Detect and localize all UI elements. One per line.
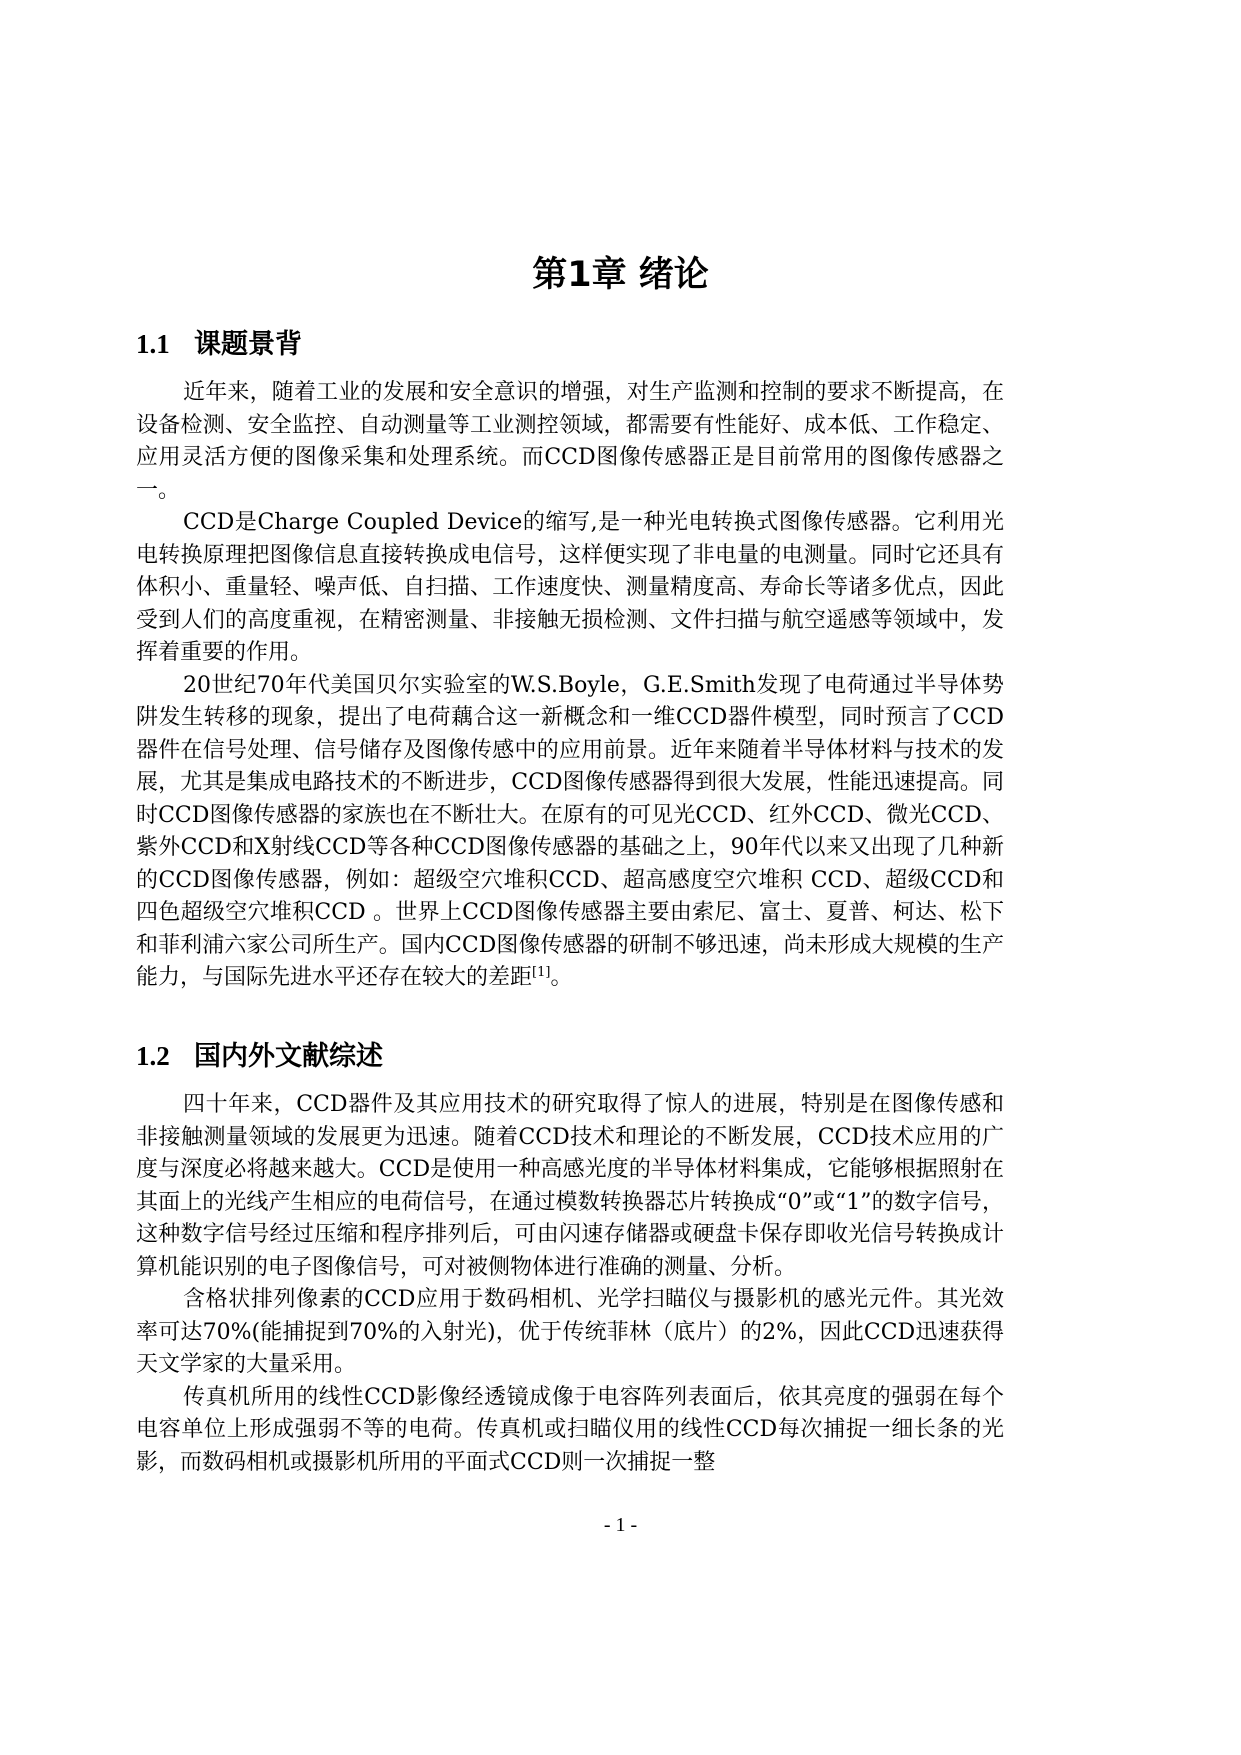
section-number: 1.1 — [136, 329, 170, 359]
paragraph-text: 近年来，随着工业的发展和安全意识的增强，对生产监测和控制的要求不断提高，在设备检测、安全监控、自动测量等工业测控领域，都需要有性能好、成本低、工作稳定、应用灵活方便的图像采集和处理系统。而CCD图像传感器正是目前常用的图像传感器之一。 — [136, 380, 1004, 503]
paragraph-text: 含格状排列像素的CCD应用于数码相机、光学扫瞄仪与摄影机的感光元件。其光效率可达70%(能捕捉到70%的入射光)，优于传统菲林（底片）的2%，因此CCD迅速获得天文学家的大量采用。 — [136, 1287, 1004, 1377]
section-1-2-body — [136, 1089, 1004, 1479]
section-title: 课题景背 — [194, 329, 302, 360]
paragraph — [136, 670, 1004, 995]
paragraph-text: 20世纪70年代美国贝尔实验室的W.S.Boyle，G.E.Smith发现了电荷通过半导体势阱发生转移的现象，提出了电荷藕合这一新概念和一维CCD器件模型，同时预言了CCD器件在信号处理、信号储存及图像传感中的应用前景。近年来随着半导体材料与技术的发展，尤其是集成电路技术的不断进步，CCD图像传感器得到很大发展，性能迅速提高。同时CCD图像传感器的家族也在不断壮大。在原有的可见光CCD、红外CCD、微光CCD、紫外CCD和X射线CCD等各种CCD图像传感器的基础之上，90年代以来又出现了几种新的CCD图像传感器，例如：超级空穴堆积CCD、超高感度空穴堆积 CCD、超级CCD和四色超级空穴堆积CCD 。世界上CCD图像传感器主要由索尼、富士、夏普、柯达、松下和菲利浦六家公司所生产。国内CCD图像传感器的研制不够迅速，尚未形成大规模的生产能力，与国际先进水平还存在较大的差距 — [136, 672, 1004, 990]
paragraph-text: 传真机所用的线性CCD影像经透镜成像于电容阵列表面后，依其亮度的强弱在每个电容单位上形成强弱不等的电荷。传真机或扫瞄仪用的线性CCD每次捕捉一细长条的光影，而数码相机或摄影机所用的平面式CCD则一次捕捉一整 — [136, 1384, 1004, 1475]
paragraph — [136, 507, 1004, 670]
paragraph-tail: 。 — [550, 965, 573, 990]
section-heading-1-2 — [136, 1036, 1006, 1077]
page-number: - 1 - — [603, 1514, 638, 1536]
paragraph — [136, 1089, 1004, 1284]
section-number: 1.2 — [136, 1041, 170, 1071]
paragraph — [136, 1284, 1004, 1382]
paragraph — [136, 1382, 1004, 1480]
section-title: 国内外文献综述 — [194, 1041, 383, 1072]
citation-ref: [1] — [532, 965, 551, 980]
section-1-1-body — [136, 377, 1004, 995]
paragraph-text: CCD是Charge Coupled Device的缩写,是一种光电转换式图像传感器。它利用光电转换原理把图像信息直接转换成电信号，这样便实现了非电量的电测量。同时它还具有体积小、重量轻、噪声低、自扫描、工作速度快、测量精度高、寿命长等诸多优点，因此受到人们的高度重视，在精密测量、非接触无损检测、文件扫描与航空遥感等领域中，发挥着重要的作用。 — [136, 510, 1004, 665]
chapter-title: 第1章 绪论 — [532, 255, 709, 295]
paragraph — [136, 377, 1004, 507]
paragraph-text: 四十年来，CCD器件及其应用技术的研究取得了惊人的进展，特别是在图像传感和非接触测量领域的发展更为迅速。随着CCD技术和理论的不断发展，CCD技术应用的广度与深度必将越来越大。CCD是使用一种高感光度的半导体材料集成，它能够根据照射在其面上的光线产生相应的电荷信号，在通过模数转换器芯片转换成“0”或“1”的数字信号，这种数字信号经过压缩和程序排列后，可由闪速存储器或硬盘卡保存即收光信号转换成计算机能识别的电子图像信号，可对被侧物体进行准确的测量、分析。 — [136, 1092, 1004, 1280]
section-heading-1-1 — [136, 324, 1006, 365]
